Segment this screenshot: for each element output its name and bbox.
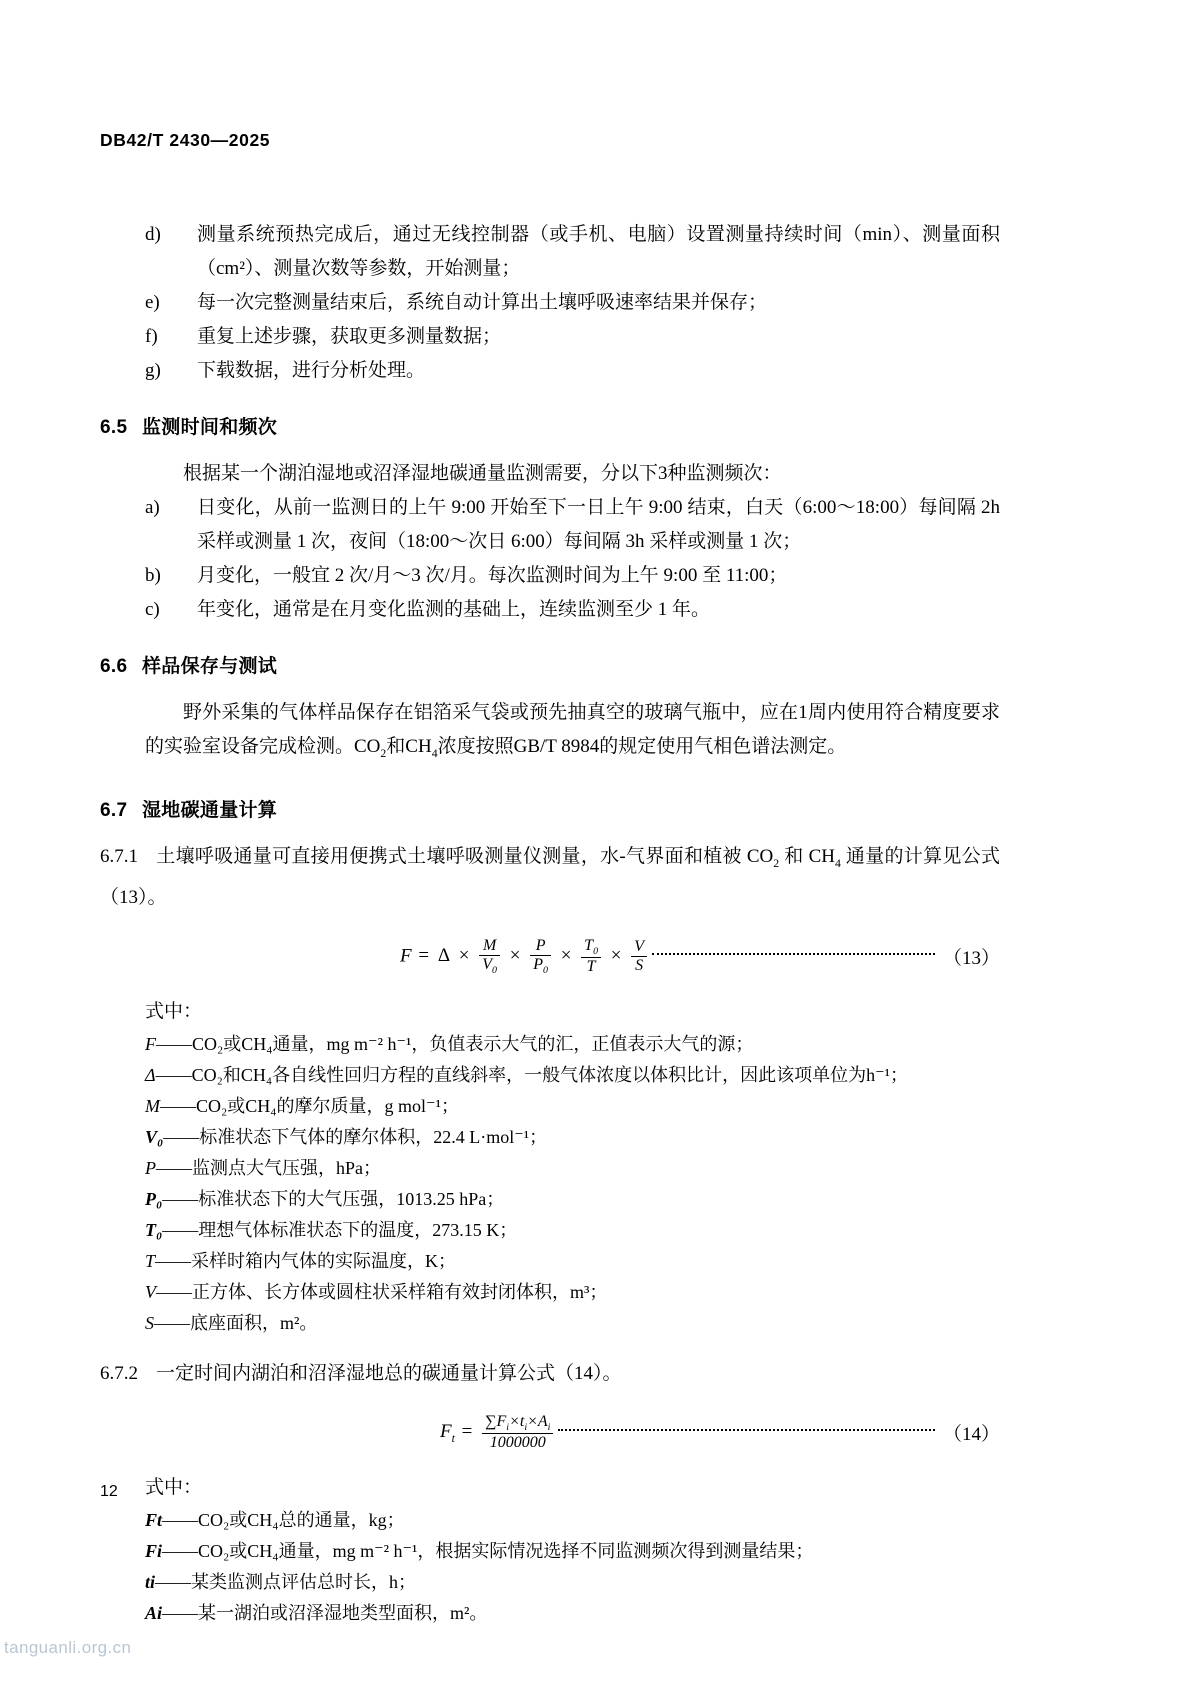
formula-13-leader-dots bbox=[652, 952, 935, 955]
definition-text: ——标准状态下的大气压强，1013.25 hPa； bbox=[162, 1188, 505, 1209]
paragraph-6-6-part1: 野外采集的气体样品保存在铝箔采气袋或预先抽真空的玻璃气瓶中，应在1周内使用符合精度要求的实验室设备完成检测。CO bbox=[145, 702, 1000, 757]
definition-text: ——CO₂或CH₄通量，mg m⁻² h⁻¹，根据实际情况选择不同监测频次得到测量结果； bbox=[162, 1540, 814, 1561]
formula-14-number: （14） bbox=[942, 1424, 1000, 1446]
formula-13-times-4: × bbox=[610, 944, 622, 966]
formula-13-f2-numerator: P bbox=[535, 936, 546, 954]
definition-text: ——某一湖泊或沼泽湿地类型面积，m²。 bbox=[162, 1602, 488, 1623]
definition-line bbox=[145, 1029, 1000, 1060]
definition-text: ——CO₂或CH₄的摩尔质量，g mol⁻¹； bbox=[160, 1095, 459, 1116]
formula-14-expression bbox=[440, 1413, 556, 1453]
heading-6-7 bbox=[100, 795, 1000, 822]
formula-13-expression bbox=[400, 937, 650, 977]
definition-text: ——某类监测点评估总时长，h； bbox=[155, 1571, 417, 1592]
formula-13-f3-denominator: T bbox=[581, 957, 601, 976]
list-marker: b) bbox=[145, 565, 161, 586]
definition-symbol: Δ bbox=[145, 1064, 156, 1085]
definition-text: ——CO₂或CH₄总的通量，kg； bbox=[162, 1509, 405, 1530]
watermark-text: tanguanli.org.cn bbox=[4, 1638, 132, 1657]
definition-symbol: Ai bbox=[145, 1602, 163, 1623]
paragraph-6-6 bbox=[145, 696, 1000, 771]
definition-line bbox=[145, 1308, 1000, 1339]
list-item-text: 重复上述步骤，获取更多测量数据； bbox=[197, 326, 502, 347]
heading-6-7-number: 6.7 bbox=[100, 799, 128, 821]
formula-13-delta: Δ bbox=[437, 944, 451, 966]
formula-13-fraction-3 bbox=[581, 937, 601, 977]
definition-line bbox=[145, 1153, 1000, 1184]
paragraph-6-7-1-part2: 和 CH bbox=[779, 845, 835, 867]
formula-14-num-a: ∑F bbox=[485, 1412, 507, 1430]
paragraph-6-7-1-number: 6.7.1 bbox=[100, 845, 138, 867]
paragraph-6-7-2-number: 6.7.2 bbox=[100, 1362, 138, 1384]
formula-13-number: （13） bbox=[942, 948, 1000, 970]
list-item-text: 日变化，从前一监测日的上午 9:00 开始至下一日上午 9:00 结束，白天（6:00～18:00）每间隔 2h 采样或测量 1 次，夜间（18:00～次日 6:00）每间隔 3h 采样或测量 1 次； bbox=[197, 497, 1000, 552]
formula-14-num-b: ×t bbox=[509, 1412, 525, 1430]
definition-symbol: P bbox=[145, 1157, 156, 1178]
formula-13-f3-num-base: T bbox=[584, 936, 594, 954]
definition-line bbox=[145, 1536, 1000, 1567]
definitions-13 bbox=[145, 1029, 1000, 1339]
definition-text: ——理想气体标准状态下的温度，273.15 K； bbox=[162, 1219, 518, 1240]
list-item bbox=[145, 491, 1000, 559]
formula-13-fraction-2 bbox=[530, 937, 551, 977]
list-marker: d) bbox=[145, 224, 161, 245]
formula-14-label bbox=[440, 1420, 455, 1445]
paragraph-6-7-2 bbox=[100, 1357, 1000, 1391]
paragraph-6-6-part2: 和CH bbox=[386, 736, 432, 757]
definition-line bbox=[145, 1122, 1000, 1153]
formula-13-times-3: × bbox=[560, 944, 572, 966]
formula-14-leader-dots bbox=[558, 1428, 935, 1431]
definition-text: ——标准状态下气体的摩尔体积，22.4 L·mol⁻¹； bbox=[163, 1126, 548, 1147]
formula-14-equals: = bbox=[461, 1420, 473, 1442]
heading-6-6 bbox=[100, 651, 1000, 678]
definition-symbol: M bbox=[145, 1095, 160, 1116]
definition-symbol: V₀ bbox=[145, 1126, 164, 1147]
definition-line bbox=[145, 1060, 1000, 1091]
paragraph-6-6-sub2: 4 bbox=[431, 746, 438, 760]
definitions-14 bbox=[145, 1505, 1000, 1629]
definition-line bbox=[145, 1246, 1000, 1277]
paragraph-6-7-1 bbox=[100, 840, 1000, 915]
definition-symbol: T bbox=[145, 1250, 156, 1271]
formula-13-fraction-1 bbox=[479, 937, 500, 977]
formula-13-f1-numerator: M bbox=[482, 936, 497, 954]
formula-14-num-sub1: i bbox=[506, 1421, 510, 1433]
formula-13-fraction-4 bbox=[631, 938, 647, 976]
definition-symbol: V bbox=[145, 1281, 156, 1302]
definition-text: ——底座面积，m²。 bbox=[154, 1312, 318, 1333]
formula-14-num-sub2: i bbox=[524, 1421, 528, 1433]
heading-6-5-number: 6.5 bbox=[100, 417, 128, 438]
list-marker: f) bbox=[145, 326, 158, 347]
where-label-13: 式中： bbox=[145, 1000, 203, 1022]
formula-13-f3-numerator bbox=[581, 937, 601, 958]
formula-14-denominator: 1000000 bbox=[482, 1433, 553, 1452]
formula-14-num-c: ×A bbox=[527, 1412, 548, 1430]
definition-symbol: Fi bbox=[145, 1540, 163, 1561]
formula-13-f4-numerator: V bbox=[634, 937, 645, 955]
list-item bbox=[145, 218, 1000, 286]
heading-6-7-title: 湿地碳通量计算 bbox=[142, 799, 278, 821]
formula-13-f1-denominator bbox=[479, 955, 500, 977]
formula-14-numerator bbox=[482, 1413, 553, 1434]
definition-line bbox=[145, 1184, 1000, 1215]
formula-13-times-1: × bbox=[458, 944, 470, 966]
definition-line bbox=[145, 1091, 1000, 1122]
list-item-text: 测量系统预热完成后，通过无线控制器（或手机、电脑）设置测量持续时间（min）、测量面积（cm²）、测量次数等参数，开始测量； bbox=[197, 224, 1000, 279]
formula-13-f2-denominator bbox=[530, 955, 551, 977]
list-item bbox=[145, 593, 1000, 627]
heading-6-6-title: 样品保存与测试 bbox=[142, 656, 278, 677]
definition-line bbox=[145, 1277, 1000, 1308]
paragraph-6-7-1-part1: 土壤呼吸通量可直接用便携式土壤呼吸测量仪测量，水-气界面和植被 CO bbox=[156, 845, 774, 867]
formula-13-f1-den-sub: 0 bbox=[492, 965, 497, 977]
formula-13-f4-denominator: S bbox=[631, 956, 647, 975]
definition-symbol: P₀ bbox=[145, 1188, 163, 1209]
list-marker: c) bbox=[145, 599, 160, 620]
formula-14-num-sub3: i bbox=[547, 1421, 551, 1433]
definition-line bbox=[145, 1505, 1000, 1536]
list-marker: a) bbox=[145, 497, 160, 518]
formula-13-f2-den-base: P bbox=[533, 955, 543, 973]
list-item-text: 下载数据，进行分析处理。 bbox=[197, 360, 426, 381]
list-item-text: 每一次完整测量结束后，系统自动计算出土壤呼吸速率结果并保存； bbox=[197, 292, 768, 313]
formula-13-f2-den-sub: 0 bbox=[543, 965, 548, 977]
formula-13-row bbox=[100, 937, 1000, 977]
list-item-text: 年变化，通常是在月变化监测的基础上，连续监测至少 1 年。 bbox=[197, 599, 711, 620]
page-number: 12 bbox=[100, 1483, 118, 1500]
formula-13-times-2: × bbox=[509, 944, 521, 966]
definition-line bbox=[145, 1567, 1000, 1598]
running-header-standard-code: DB42/T 2430—2025 bbox=[100, 130, 271, 150]
definition-symbol: S bbox=[145, 1312, 154, 1333]
paragraph-6-6-part3: 浓度按照GB/T 8984的规定使用气相色谱法测定。 bbox=[437, 736, 847, 757]
list-item-text: 月变化，一般宜 2 次/月～3 次/月。每次监测时间为上午 9:00 至 11:00； bbox=[197, 565, 788, 586]
paragraph-6-7-1-part3: 通量的计算见公式（13）。 bbox=[100, 845, 1000, 908]
page-content bbox=[100, 218, 1000, 1629]
heading-6-5-title: 监测时间和频次 bbox=[142, 417, 278, 438]
definition-line bbox=[145, 1215, 1000, 1246]
definition-symbol: F bbox=[145, 1033, 156, 1054]
list-item bbox=[145, 286, 1000, 320]
formula-14-row bbox=[100, 1413, 1000, 1453]
paragraph-6-5-intro: 根据某一个湖泊湿地或沼泽湿地碳通量监测需要，分以下3种监测频次： bbox=[183, 463, 782, 484]
list-item bbox=[145, 320, 1000, 354]
definition-symbol: ti bbox=[145, 1571, 156, 1592]
definition-text: ——采样时箱内气体的实际温度，K； bbox=[155, 1250, 457, 1271]
list-item bbox=[145, 354, 1000, 388]
paragraph-6-7-1-sub2: 4 bbox=[834, 856, 841, 870]
list-6-5 bbox=[145, 491, 1000, 627]
list-marker: e) bbox=[145, 292, 160, 313]
heading-6-6-number: 6.6 bbox=[100, 656, 128, 677]
list-marker: g) bbox=[145, 360, 161, 381]
formula-13-label: F bbox=[400, 944, 412, 966]
definition-symbol: Ft bbox=[145, 1509, 163, 1530]
formula-14-fraction bbox=[482, 1413, 553, 1453]
definition-text: ——CO₂和CH₄各自线性回归方程的直线斜率，一般气体浓度以体积比计，因此该项单位为h⁻¹； bbox=[155, 1064, 909, 1085]
where-label-14: 式中： bbox=[145, 1476, 203, 1498]
formula-13-equals: = bbox=[418, 944, 430, 966]
paragraph-6-7-2-text: 一定时间内湖泊和沼泽湿地总的碳通量计算公式（14）。 bbox=[156, 1362, 622, 1384]
formula-13-f1-den-base: V bbox=[482, 955, 493, 973]
paragraph-6-7-1-sub1: 2 bbox=[773, 856, 780, 870]
list-item bbox=[145, 559, 1000, 593]
definition-symbol: T₀ bbox=[145, 1219, 163, 1240]
paragraph-6-6-sub1: 2 bbox=[380, 746, 387, 760]
definition-line bbox=[145, 1598, 1000, 1629]
formula-14-label-sub: t bbox=[451, 1431, 455, 1445]
definition-text: ——CO₂或CH₄通量，mg m⁻² h⁻¹，负值表示大气的汇，正值表示大气的源； bbox=[156, 1033, 754, 1054]
definition-text: ——正方体、长方体或圆柱状采样箱有效封闭体积，m³； bbox=[156, 1281, 608, 1302]
definition-text: ——监测点大气压强，hPa； bbox=[156, 1157, 381, 1178]
formula-14-label-base: F bbox=[440, 1420, 452, 1442]
list-6-4-continued bbox=[145, 218, 1000, 388]
formula-13-f3-num-sub: 0 bbox=[593, 945, 599, 957]
heading-6-5 bbox=[100, 412, 1000, 439]
